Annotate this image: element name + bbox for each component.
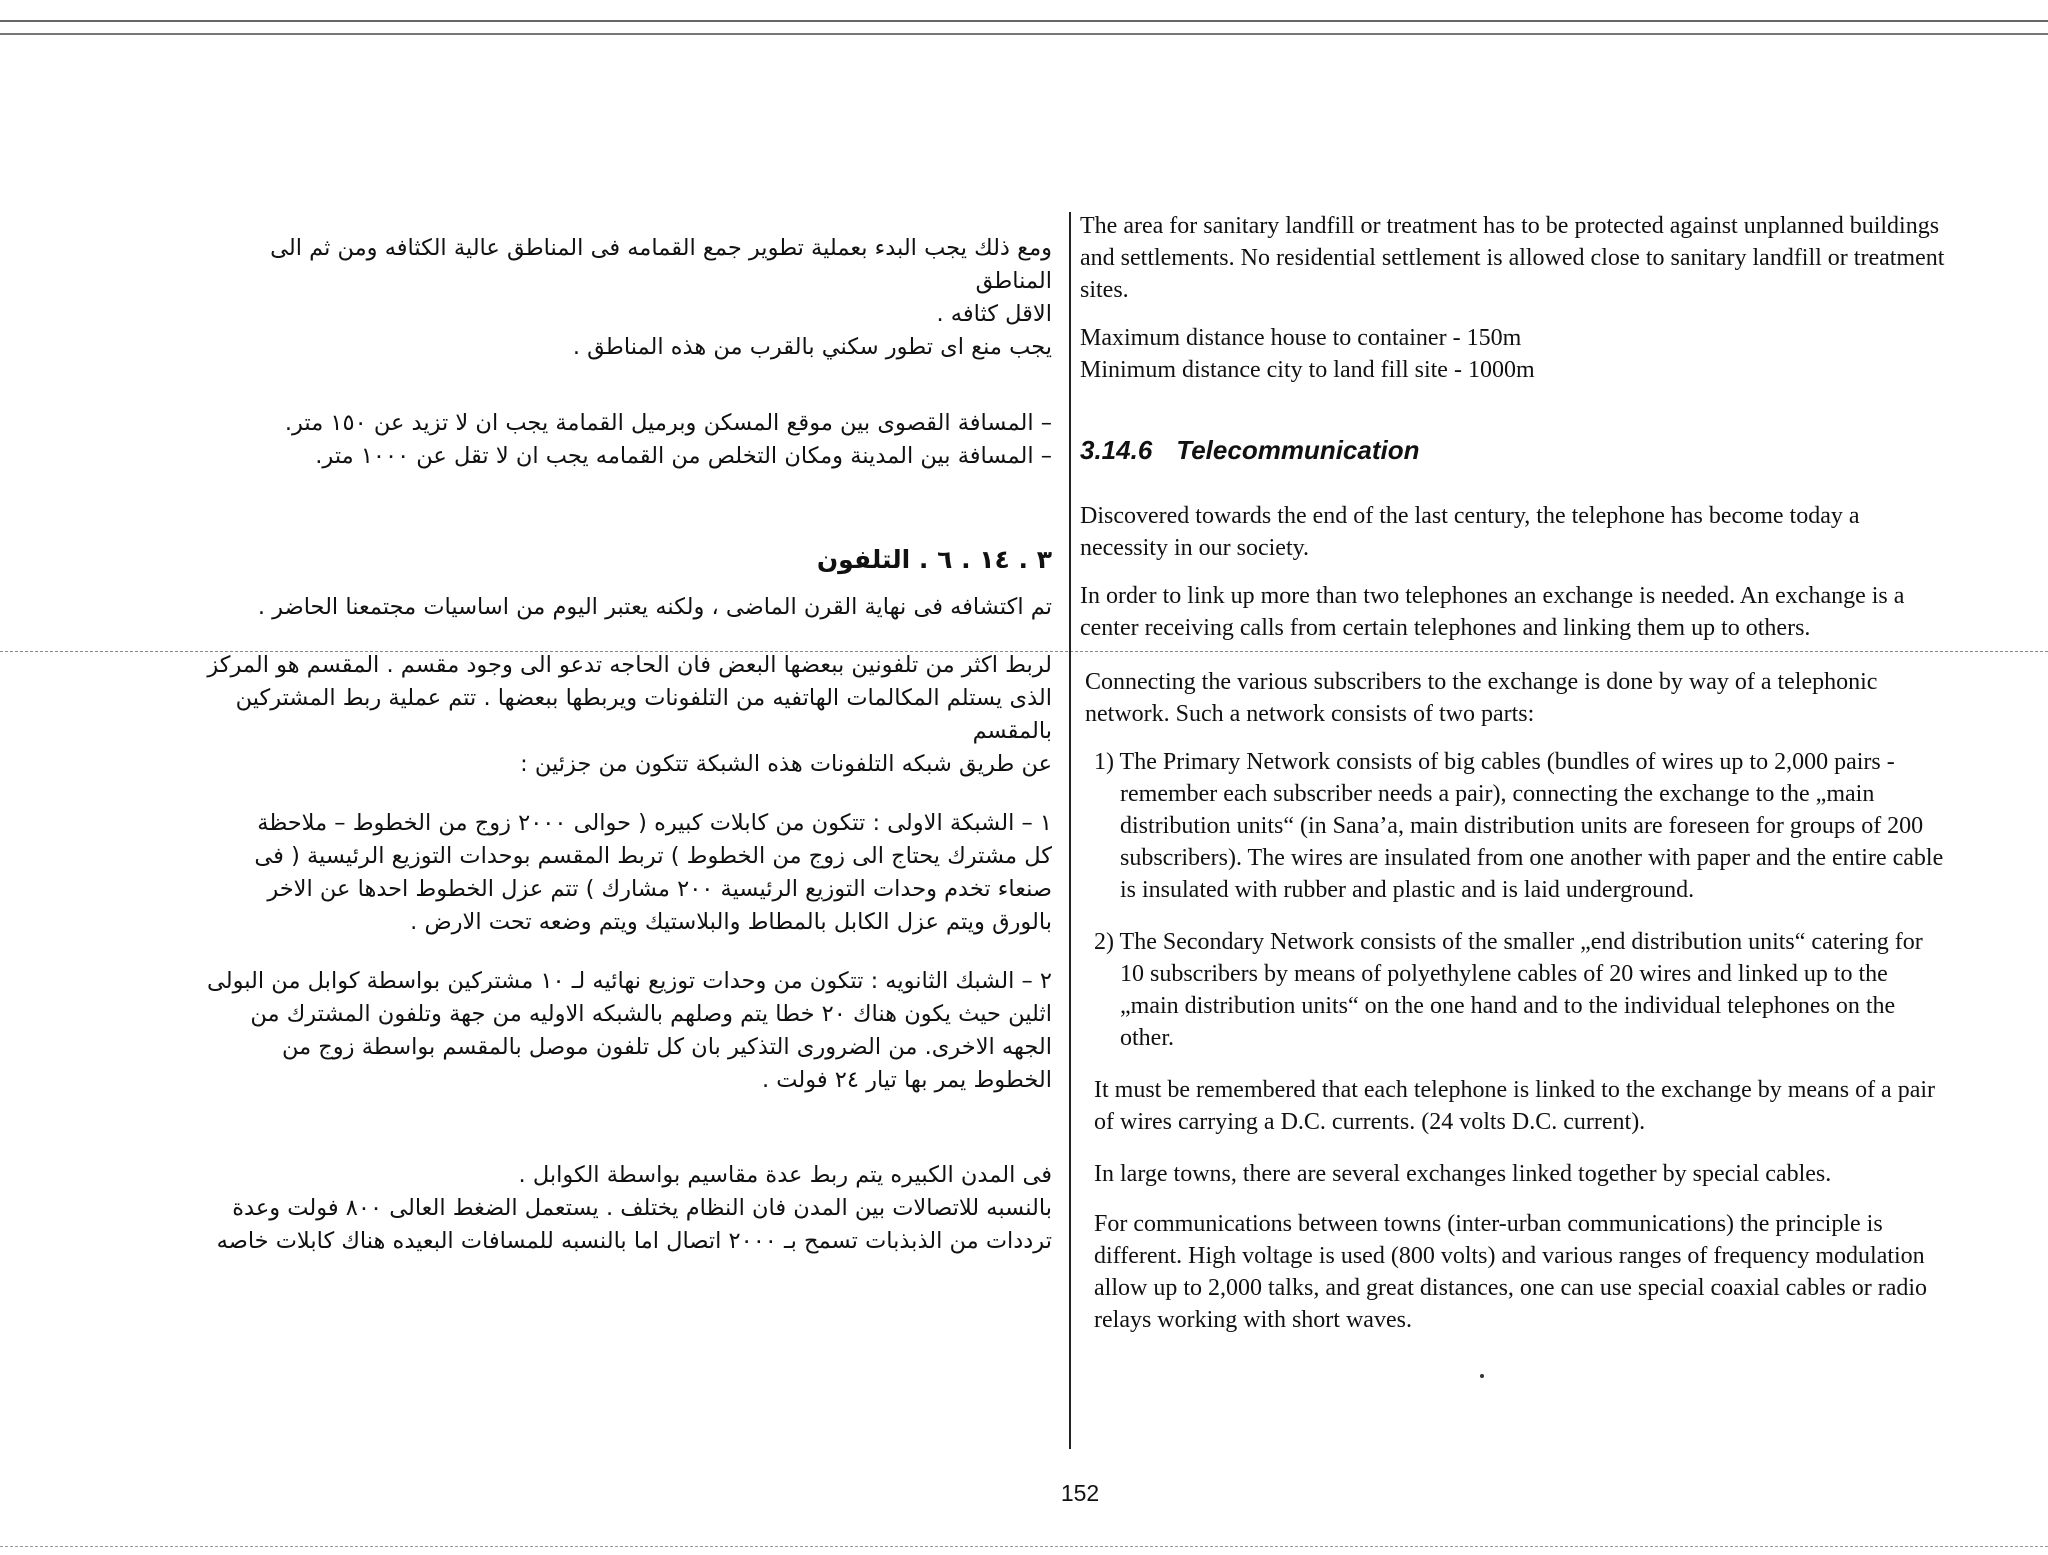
column-divider bbox=[1069, 212, 1071, 1449]
english-distance-max: Maximum distance house to container - 150m bbox=[1080, 325, 1522, 351]
arabic-primary-network bbox=[200, 807, 1052, 939]
arabic-exchange-paragraph bbox=[200, 649, 1052, 781]
english-section-heading bbox=[1080, 434, 1950, 466]
arabic-line: بالورق ويتم عزل الكابل بالمطاط والبلاستيك ويتم وضعه تحت الارض . bbox=[410, 909, 1052, 935]
english-pair-paragraph: It must be remembered that each telephone is linked to the exchange by means of a pair of wires carrying a D.C. currents. (24 volts D.C. current). bbox=[1094, 1077, 1936, 1135]
top-rule bbox=[0, 20, 2048, 22]
arabic-line: ١ – الشبكة الاولى : تتكون من كابلات كبيره ( حوالى ٢٠٠٠ زوج من الخطوط – ملاحظة bbox=[257, 810, 1052, 836]
arabic-line: ومع ذلك يجب البدء بعملية تطوير جمع القمامه فى المناطق عالية الكثافه ومن ثم الى المناطق bbox=[270, 235, 1052, 294]
arabic-line: الذى يستلم المكالمات الهاتفيه من التلفونات ويربطها ببعضها . تتم عملية ربط المشتركين بالمقسم bbox=[235, 685, 1052, 744]
arabic-column bbox=[200, 232, 1052, 1258]
english-discovery-paragraph: Discovered towards the end of the last century, the telephone has become today a necessity in our society. bbox=[1080, 503, 1860, 561]
arabic-line: اثلين حيث يكون هناك ٢٠ خطا يتم وصلهم بالشبكه الاوليه من جهة وتلفون المشترك من bbox=[250, 1001, 1052, 1027]
english-intertown-paragraph: For communications between towns (inter-urban communications) the principle is different. High voltage is used (800 volts) and various ranges of frequency modulation allow up to 2,000 talks, and great distances, one can use special coaxial cables or radio relays working with short waves. bbox=[1094, 1211, 1928, 1333]
arabic-distance-min: – المسافة بين المدينة ومكان التخلص من القمامه يجب ان لا تقل عن ١٠٠٠ متر. bbox=[315, 443, 1052, 469]
arabic-line: الخطوط يمر بها تيار ٢٤ فولت . bbox=[761, 1067, 1052, 1093]
arabic-line: ترددات من الذبذبات تسمح بـ ٢٠٠٠ اتصال اما بالنسبه للمسافات البعيده هناك كابلات خاصه bbox=[216, 1228, 1052, 1254]
arabic-distances bbox=[200, 407, 1052, 473]
english-large-towns-paragraph: In large towns, there are several exchanges linked together by special cables. bbox=[1094, 1161, 1832, 1187]
english-landfill-paragraph: The area for sanitary landfill or treatment has to be protected against unplanned buildings and settlements. No residential settlement is allowed close to sanitary landfill or treatment sites. bbox=[1080, 213, 1945, 303]
section-title: Telecommunication bbox=[1176, 435, 1420, 465]
bottom-rule bbox=[0, 1546, 2048, 1547]
english-distance-min: Minimum distance city to land fill site - 1000m bbox=[1080, 357, 1535, 383]
arabic-section-heading: ٣ . ١٤ . ٦ . التلفون bbox=[816, 545, 1052, 574]
arabic-large-towns bbox=[200, 1159, 1052, 1258]
top-rule-secondary bbox=[0, 33, 2048, 35]
english-exchange-paragraph: In order to link up more than two telephones an exchange is needed. An exchange is a center receiving calls from certain telephones and linking them up to others. bbox=[1080, 583, 1905, 641]
english-network-paragraph: Connecting the various subscribers to the exchange is done by way of a telephonic network. Such a network consists of two parts: bbox=[1085, 669, 1878, 727]
page-number: 152 bbox=[1060, 1480, 1100, 1506]
arabic-line: كل مشترك يحتاج الى زوج من الخطوط ) تربط المقسم بوحدات التوزيع الرئيسية ( فى bbox=[254, 843, 1052, 869]
arabic-line: الجهه الاخرى. من الضرورى التذكير بان كل تلفون موصل بالمقسم بواسطة زوج من bbox=[281, 1034, 1052, 1060]
arabic-line: ٢ – الشبك الثانويه : تتكون من وحدات توزيع نهائيه لـ ١٠ مشتركين بواسطة كوابل من البولى bbox=[207, 968, 1052, 994]
english-secondary-network: 2) The Secondary Network consists of the smaller „end distribution units“ catering for 10 subscribers by means of polyethylene cables of 20 wires and linked up to the „main distribution units“ on the one hand and to the individual telephones on the other. bbox=[1094, 929, 1923, 1051]
arabic-line: الاقل كثافه . bbox=[936, 301, 1052, 327]
english-column bbox=[1080, 210, 1950, 1336]
arabic-line: بالنسبه للاتصالات بين المدن فان النظام يختلف . يستعمل الضغط العالى ٨٠٠ فولت وعدة bbox=[232, 1195, 1052, 1221]
english-primary-network: 1) The Primary Network consists of big cables (bundles of wires up to 2,000 pairs - remember each subscriber needs a pair), connecting the exchange to the „main distribution units“ (in Sana’a, main distribution units are foreseen for groups of 200 subscribers). The wires are insulated from one another with paper and the entire cable is insulated with rubber and plastic and is laid underground. bbox=[1094, 749, 1944, 903]
arabic-line: عن طريق شبكه التلفونات هذه الشبكة تتكون من جزئين : bbox=[520, 751, 1052, 777]
arabic-discovery-paragraph: تم اكتشافه فى نهاية القرن الماضى ، ولكنه يعتبر اليوم من اساسيات مجتمعنا الحاضر . bbox=[257, 594, 1052, 620]
arabic-secondary-network bbox=[200, 965, 1052, 1097]
arabic-line: يجب منع اى تطور سكني بالقرب من هذه المناطق . bbox=[572, 334, 1052, 360]
arabic-line: فى المدن الكبيره يتم ربط عدة مقاسيم بواسطة الكوابل . bbox=[518, 1162, 1052, 1188]
arabic-line: صنعاء تخدم وحدات التوزيع الرئيسية ٢٠٠ مشارك ) تتم عزل الخطوط احدها عن الاخر bbox=[267, 876, 1052, 902]
english-distances bbox=[1080, 322, 1950, 386]
arabic-distance-max: – المسافة القصوى بين موقع المسكن وبرميل القمامة يجب ان لا تزيد عن ١٥٠ متر. bbox=[284, 410, 1052, 436]
section-number: 3.14.6 bbox=[1080, 435, 1153, 465]
arabic-landfill-intro bbox=[200, 232, 1052, 364]
scan-speck bbox=[1480, 1374, 1484, 1378]
arabic-line: لربط اكثر من تلفونين ببعضها البعض فان الحاجه تدعو الى وجود مقسم . المقسم هو المركز bbox=[207, 652, 1052, 678]
